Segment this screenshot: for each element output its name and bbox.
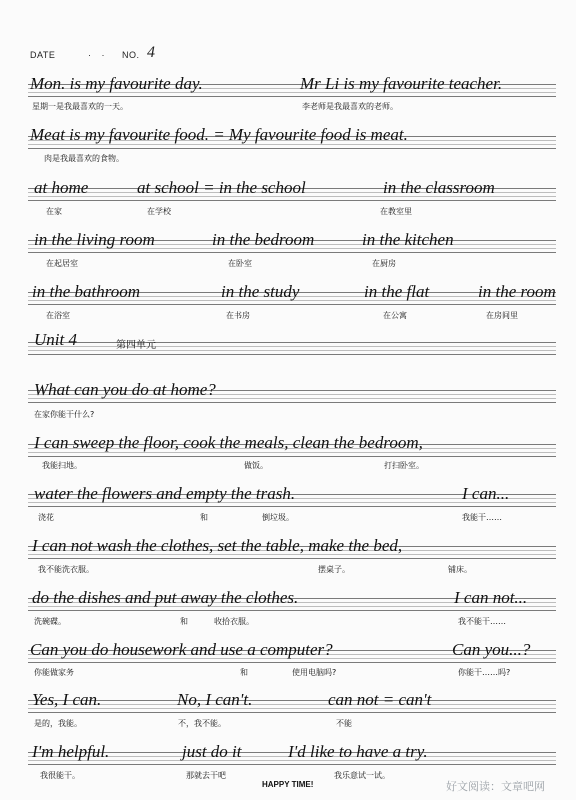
chinese-translation: 那就去干吧	[186, 771, 226, 780]
english-text: I can not wash the clothes, set the table, make the bed,	[32, 536, 403, 555]
english-text: Can you...?	[452, 640, 531, 659]
chinese-translation: 和	[180, 617, 188, 626]
english-text: Mon. is my favourite day.	[30, 74, 203, 93]
chinese-translation: 在书房	[226, 311, 250, 320]
chinese-translation: 做饭。	[244, 461, 268, 470]
chinese-translation: 浇花	[38, 513, 54, 522]
chinese-translation: 不，我不能。	[178, 719, 226, 728]
chinese-translation: 在公寓	[383, 311, 407, 320]
ruled-row	[28, 700, 556, 712]
english-text: I can...	[462, 484, 510, 503]
chinese-translation: 星期一是我最喜欢的一天。	[32, 102, 128, 111]
chinese-translation: 第四单元	[116, 340, 156, 351]
chinese-translation: 在学校	[147, 207, 171, 216]
english-text: I can sweep the floor, cook the meals, clean the bedroom,	[34, 433, 423, 452]
english-text: water the flowers and empty the trash.	[34, 484, 296, 503]
chinese-translation: 我能干……	[462, 513, 502, 522]
watermark: 好文阅读：文章吧网	[446, 780, 545, 793]
page-number: 4	[147, 44, 156, 61]
date-label: DATE	[30, 50, 56, 60]
english-text: in the bathroom	[32, 282, 140, 301]
footer-text: HAPPY TIME!	[262, 780, 314, 789]
english-text: in the kitchen	[362, 230, 454, 249]
ruled-row	[28, 342, 556, 354]
chinese-translation: 打扫卧室。	[384, 461, 424, 470]
english-text: Yes, I can.	[32, 690, 102, 709]
english-text: do the dishes and put away the clothes.	[32, 588, 299, 607]
chinese-translation: 在家	[46, 207, 62, 216]
english-text: at school = in the school	[137, 178, 306, 197]
chinese-translation: 我乐意试一试。	[334, 771, 390, 780]
date-value: · ·	[88, 50, 109, 60]
english-text: in the room	[478, 282, 556, 301]
english-text: in the living room	[34, 230, 155, 249]
chinese-translation: 和	[240, 668, 248, 677]
english-text: I'm helpful.	[32, 742, 110, 761]
english-text: in the study	[221, 282, 300, 301]
english-text: in the bedroom	[212, 230, 315, 249]
chinese-translation: 在教室里	[380, 207, 412, 216]
english-text: I'd like to have a try.	[288, 742, 428, 761]
chinese-translation: 我不能干……	[458, 617, 506, 626]
chinese-translation: 收拾衣服。	[214, 617, 254, 626]
chinese-translation: 在卧室	[228, 259, 252, 268]
english-text: Can you do housework and use a computer?	[30, 640, 333, 659]
chinese-translation: 铺床。	[448, 565, 472, 574]
chinese-translation: 你能干……吗?	[458, 668, 511, 677]
number-label: NO.	[122, 50, 140, 60]
chinese-translation: 摆桌子。	[318, 565, 350, 574]
chinese-translation: 在浴室	[46, 311, 70, 320]
chinese-translation: 倒垃圾。	[262, 513, 294, 522]
chinese-translation: 使用电脑吗?	[292, 668, 337, 677]
english-text: I can not...	[454, 588, 528, 607]
chinese-translation: 和	[200, 513, 208, 522]
chinese-translation: 李老师是我最喜欢的老师。	[302, 102, 398, 111]
english-text: No, I can't.	[177, 690, 253, 709]
english-text: in the flat	[364, 282, 430, 301]
english-text: Meat is my favourite food. = My favourite food is meat.	[30, 125, 408, 144]
english-text: Mr Li is my favourite teacher.	[300, 74, 503, 93]
chinese-translation: 在家你能干什么?	[34, 410, 95, 419]
english-text: at home	[34, 178, 89, 197]
chinese-translation: 在房间里	[486, 311, 518, 320]
chinese-translation: 在厨房	[372, 259, 396, 268]
chinese-translation: 是的，我能。	[34, 719, 82, 728]
english-text: What can you do at home?	[34, 380, 216, 399]
english-text: in the classroom	[383, 178, 495, 197]
chinese-translation: 我很能干。	[40, 771, 80, 780]
english-text: can not = can't	[328, 690, 432, 709]
chinese-translation: 在起居室	[46, 259, 78, 268]
chinese-translation: 你能做家务	[34, 668, 74, 677]
english-text: just do it	[182, 742, 242, 761]
chinese-translation: 肉是我最喜欢的食物。	[44, 154, 124, 163]
chinese-translation: 洗碗碟。	[34, 617, 66, 626]
chinese-translation: 不能	[336, 719, 352, 728]
chinese-translation: 我不能洗衣服。	[38, 565, 94, 574]
chinese-translation: 我能扫地。	[42, 461, 82, 470]
english-text: Unit 4	[34, 330, 77, 349]
